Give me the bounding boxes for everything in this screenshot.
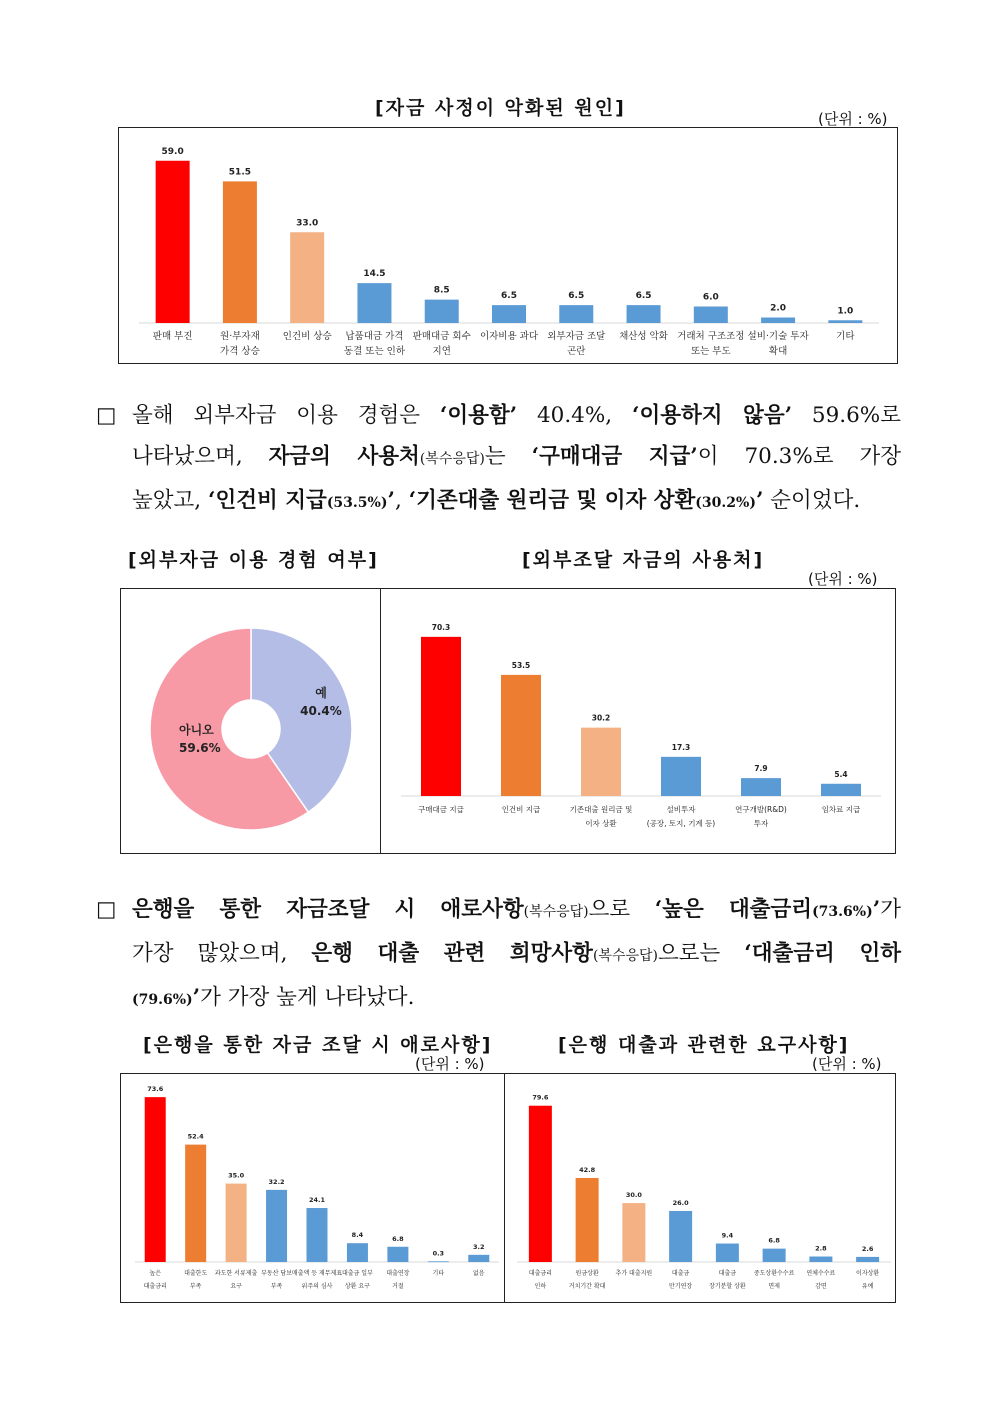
- bar: [856, 1257, 879, 1262]
- category-label: 판매대금 회수: [412, 331, 471, 342]
- bar: [694, 307, 728, 324]
- data-label: 2.0: [770, 303, 787, 314]
- paragraph-1: [96, 395, 901, 524]
- slice-percent: 59.6%: [179, 741, 221, 755]
- chart2-title: [외부자금 이용 경험 여부]: [128, 549, 379, 571]
- data-label: 42.8: [579, 1165, 596, 1174]
- category-label: 기존대출 원리금 및: [569, 805, 633, 814]
- quote: ‘이용하지 않음’: [631, 403, 793, 428]
- category-label: 상환 요구: [344, 1283, 370, 1290]
- category-label: 확대: [768, 346, 788, 357]
- text: 가장 많았으며,: [132, 941, 312, 966]
- data-label: 52.4: [187, 1132, 204, 1141]
- bar: [716, 1244, 739, 1262]
- bar: [763, 1249, 786, 1262]
- data-label: 24.1: [308, 1196, 326, 1205]
- data-label: 6.5: [501, 291, 517, 302]
- category-label: 원·부자재: [220, 331, 260, 342]
- bullet: □: [96, 403, 117, 428]
- data-label: 26.0: [672, 1198, 689, 1207]
- category-label: 외부자금 조달: [547, 331, 606, 342]
- data-label: 8.4: [351, 1231, 364, 1240]
- category-label: 요구: [230, 1283, 242, 1290]
- bar: [156, 161, 190, 323]
- data-label: 1.0: [837, 306, 854, 317]
- bar: [576, 1178, 599, 1262]
- emphasis: 은행을 통한 자금조달 시 애로사항: [132, 897, 524, 922]
- bar: [421, 637, 461, 796]
- bar: [307, 1208, 328, 1262]
- data-label: 6.8: [768, 1236, 780, 1245]
- category-label: (공장, 토지, 기계 등): [646, 819, 716, 828]
- category-label: 매출액 등 재무제표: [291, 1270, 343, 1277]
- chart2-svg: [121, 589, 382, 855]
- category-label: 기타: [432, 1270, 445, 1277]
- bar: [501, 675, 541, 796]
- category-label: 설비·기술 투자: [747, 331, 809, 342]
- emphasis: 자금의 사용처: [268, 444, 420, 469]
- note: (79.6%): [132, 992, 193, 1008]
- quote: ‘기존대출 원리금 및 이자 상환: [408, 488, 696, 513]
- data-label: 5.4: [834, 769, 848, 779]
- quote: ‘이용함’: [439, 403, 518, 428]
- chart4-title: [은행을 통한 자금 조달 시 애로사항]: [143, 1034, 493, 1056]
- data-label: 14.5: [363, 269, 386, 280]
- emphasis: 은행 대출 관련 희망사항: [311, 941, 593, 966]
- bar: [387, 1247, 408, 1262]
- bar: [347, 1243, 368, 1262]
- data-label: 53.5: [511, 660, 531, 670]
- category-label: 없음: [472, 1270, 485, 1277]
- text: 높았고,: [132, 488, 208, 513]
- data-label: 6.8: [392, 1234, 404, 1243]
- category-label: 높은: [149, 1270, 162, 1277]
- category-label: 거절: [392, 1283, 404, 1290]
- bar: [185, 1145, 206, 1262]
- bar: [809, 1257, 832, 1262]
- bar: [428, 1261, 449, 1262]
- category-label: 원금상환: [575, 1270, 599, 1277]
- bar: [622, 1203, 645, 1262]
- category-label: 곤란: [567, 346, 586, 357]
- category-label: 대출금리: [143, 1283, 167, 1290]
- data-label: 32.2: [268, 1177, 285, 1186]
- quote: ‘구매대금 지급’: [531, 444, 698, 469]
- category-label: 위주의 심사: [301, 1283, 333, 1290]
- bar: [741, 778, 781, 796]
- bar: [492, 305, 526, 323]
- category-label: 또는 부도: [690, 346, 731, 357]
- bar: [425, 300, 459, 323]
- chart4-frame: [120, 1073, 505, 1303]
- category-label: 부족: [270, 1283, 283, 1290]
- note: (복수응답): [419, 451, 485, 467]
- quote-close: ’: [755, 488, 764, 513]
- quote: ‘인건비 지급: [207, 488, 327, 513]
- chart4-svg: [121, 1074, 506, 1304]
- text: 이 70.3%로 가장: [697, 444, 901, 469]
- category-label: 추가 대출지원: [615, 1270, 653, 1277]
- data-label: 70.3: [431, 622, 451, 632]
- data-label: 6.5: [568, 291, 585, 302]
- chart3-title: [외부조달 자금의 사용처]: [522, 549, 765, 571]
- category-label: 과도한 서류제출: [214, 1270, 258, 1277]
- category-label: 부동산 담보: [261, 1270, 293, 1277]
- chart1-frame: [118, 127, 898, 364]
- chart5-frame: [504, 1073, 896, 1303]
- data-label: 30.0: [625, 1191, 642, 1200]
- category-label: 대출금: [718, 1270, 737, 1277]
- category-label: 기타: [836, 331, 855, 342]
- text: ,: [394, 488, 409, 513]
- bar: [468, 1255, 489, 1262]
- text: 나타났으며,: [132, 444, 269, 469]
- data-label: 2.6: [861, 1244, 874, 1253]
- category-label: 감면: [815, 1283, 827, 1290]
- note: (복수응답): [523, 904, 589, 920]
- data-label: 2.8: [815, 1244, 827, 1253]
- chart4-unit: (단위 : %): [415, 1055, 485, 1073]
- bar: [627, 305, 661, 323]
- bar: [357, 283, 391, 323]
- chart2-frame: [120, 588, 381, 854]
- quote: ‘높은 대출금리: [654, 897, 813, 922]
- bar: [223, 181, 257, 323]
- category-label: 부족: [189, 1283, 202, 1290]
- text: 59.6%로: [792, 403, 901, 428]
- data-label: 0.3: [432, 1249, 445, 1258]
- category-label: 대출금리: [528, 1270, 552, 1277]
- chart1-unit: (단위 : %): [818, 110, 888, 128]
- data-label: 59.0: [161, 146, 184, 157]
- slice-label: 예: [315, 686, 327, 700]
- category-label: 연구개발(R&D): [735, 805, 787, 814]
- data-label: 35.0: [228, 1171, 245, 1180]
- data-label: 8.5: [433, 285, 450, 296]
- category-label: 대출금: [671, 1270, 690, 1277]
- data-label: 30.2: [591, 713, 611, 723]
- category-label: 중도상환수수료: [753, 1270, 795, 1277]
- note: (복수응답): [592, 948, 658, 964]
- bar: [529, 1106, 552, 1262]
- text: 가: [880, 897, 901, 922]
- category-label: 대출연장: [386, 1270, 410, 1277]
- category-label: 대출금 일부: [341, 1270, 373, 1277]
- text: 올해 외부자금 이용 경험은: [132, 403, 440, 428]
- bar: [290, 232, 324, 323]
- bar: [559, 305, 593, 323]
- note: (53.5%): [326, 495, 388, 511]
- category-label: 이자상환: [856, 1270, 880, 1277]
- slice-percent: 40.4%: [300, 704, 342, 718]
- bar: [581, 728, 621, 796]
- category-label: 투자: [753, 819, 769, 828]
- category-label: 인하: [534, 1283, 547, 1290]
- bar: [661, 757, 701, 796]
- bar: [226, 1184, 247, 1262]
- chart3-frame: [380, 588, 896, 854]
- text: 으로는: [657, 941, 745, 966]
- data-label: 3.2: [473, 1242, 485, 1251]
- paragraph-2: [96, 889, 901, 1021]
- category-label: 유예: [861, 1283, 874, 1290]
- data-label: 73.6: [147, 1085, 164, 1094]
- bar: [821, 784, 861, 796]
- category-label: 동결 또는 인하: [343, 346, 406, 357]
- category-label: 채산성 악화: [619, 331, 668, 342]
- data-label: 6.0: [702, 292, 719, 303]
- quote-close: ’: [192, 985, 201, 1010]
- chart1-title: [자금 사정이 악화된 원인]: [375, 97, 626, 119]
- category-label: 면제: [768, 1283, 780, 1290]
- category-label: 연체수수료: [806, 1270, 836, 1277]
- category-label: 임차료 지급: [821, 805, 861, 814]
- chart3-unit: (단위 : %): [808, 570, 878, 588]
- note: (73.6%): [812, 904, 873, 920]
- text: 으로: [588, 897, 655, 922]
- bar: [761, 318, 795, 324]
- text: 가 가장 높게 나타났다.: [200, 985, 415, 1010]
- data-label: 17.3: [671, 742, 691, 752]
- chart5-svg: [505, 1074, 897, 1304]
- category-label: 인건비 상승: [282, 331, 332, 342]
- text: 는: [484, 444, 532, 469]
- category-label: 구매대금 지급: [418, 805, 464, 814]
- data-label: 79.6: [532, 1093, 549, 1102]
- bar: [828, 320, 862, 323]
- data-label: 9.4: [721, 1231, 734, 1240]
- category-label: 장기분할 상환: [709, 1283, 746, 1290]
- bar: [266, 1190, 287, 1262]
- category-label: 거래처 구조조정: [677, 331, 745, 342]
- quote-close: ’: [387, 488, 395, 513]
- slice-label: 아니오: [179, 723, 214, 737]
- bullet: □: [96, 897, 117, 922]
- chart5-title: [은행 대출과 관련한 요구사항]: [558, 1034, 850, 1056]
- category-label: 인건비 지급: [501, 805, 541, 814]
- chart5-unit: (단위 : %): [812, 1055, 882, 1073]
- bar: [145, 1097, 166, 1262]
- data-label: 33.0: [296, 218, 319, 229]
- category-label: 설비투자: [666, 805, 696, 814]
- chart3-svg: [381, 589, 897, 855]
- text: 순이었다.: [763, 488, 861, 513]
- category-label: 판매 부진: [152, 331, 193, 342]
- quote-close: ’: [872, 897, 881, 922]
- category-label: 대출한도: [184, 1270, 208, 1277]
- chart1-svg: [119, 128, 899, 365]
- category-label: 만기연장: [669, 1283, 693, 1290]
- category-label: 납품대금 가격: [345, 331, 404, 342]
- category-label: 지연: [432, 346, 451, 357]
- data-label: 51.5: [228, 167, 252, 178]
- data-label: 6.5: [635, 291, 652, 302]
- category-label: 이자 상환: [585, 819, 617, 828]
- bar: [669, 1211, 692, 1262]
- note: (30.2%): [695, 495, 756, 511]
- category-label: 가격 상승: [220, 346, 260, 357]
- text: 40.4%,: [517, 403, 632, 428]
- data-label: 7.9: [754, 764, 768, 774]
- category-label: 거치기간 확대: [568, 1283, 606, 1290]
- quote: ‘대출금리 인하: [744, 941, 901, 966]
- category-label: 이자비용 과다: [479, 331, 539, 342]
